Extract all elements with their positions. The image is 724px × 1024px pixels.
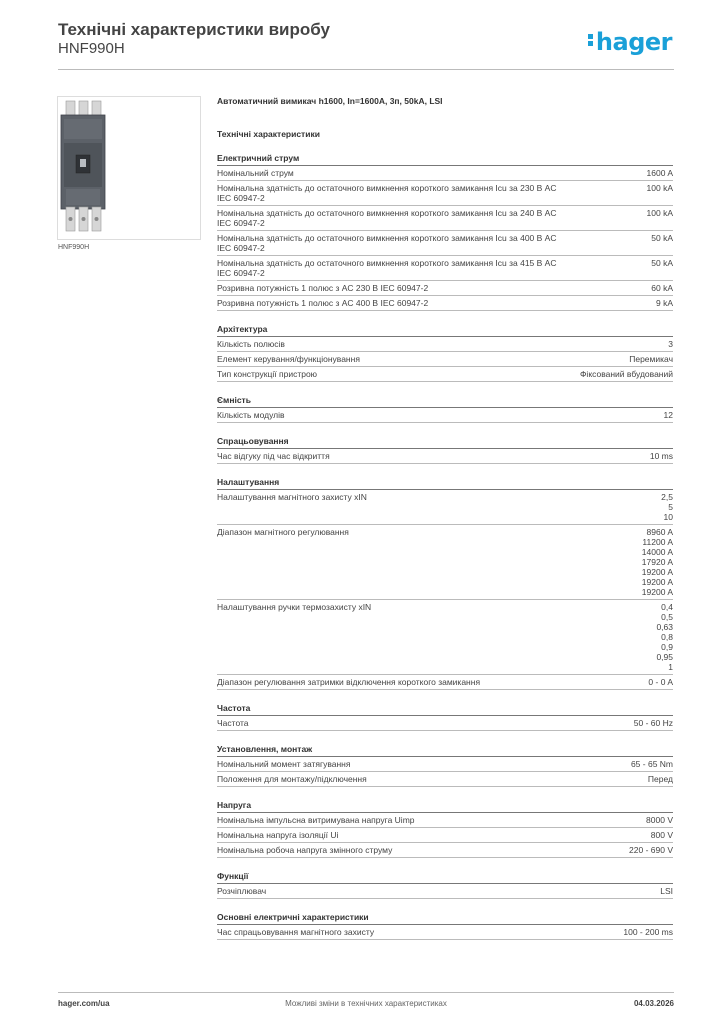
spec-value: 3 bbox=[668, 339, 673, 349]
logo-dots-icon bbox=[588, 32, 595, 48]
spec-value: 9 kA bbox=[655, 298, 673, 308]
spec-row bbox=[217, 716, 673, 731]
spec-label: Елемент керування/функціонування bbox=[217, 354, 360, 364]
spec-row bbox=[217, 256, 673, 281]
logo-text: hager bbox=[595, 28, 672, 56]
group-title: Напруга bbox=[217, 787, 673, 813]
spec-label: Частота bbox=[217, 718, 249, 728]
footer-disclaimer: Можливі зміни в технічних характеристиках bbox=[285, 999, 447, 1008]
spec-label: Налаштування магнітного захисту xIN bbox=[217, 492, 367, 502]
spec-row bbox=[217, 843, 673, 858]
spec-row bbox=[217, 281, 673, 296]
spec-groups bbox=[217, 143, 673, 940]
spec-value: Фіксований вбудований bbox=[579, 369, 673, 379]
spec-value: 0 - 0 A bbox=[648, 677, 673, 687]
spec-label: Положення для монтажу/підключення bbox=[217, 774, 367, 784]
spec-label: Розривна потужність 1 полюс з AC 230 В IEC 60947-2 bbox=[217, 283, 429, 293]
spec-label: Тип конструкції пристрою bbox=[217, 369, 318, 379]
spec-value: 50 kA bbox=[651, 258, 673, 268]
page-title: Технічні характеристики виробу bbox=[58, 20, 330, 39]
spec-value: 50 - 60 Hz bbox=[633, 718, 673, 728]
spec-row bbox=[217, 296, 673, 311]
product-image-label: HNF990H bbox=[58, 244, 90, 251]
spec-label: Налаштування ручки термозахисту xIN bbox=[217, 602, 372, 612]
spec-value: 100 - 200 ms bbox=[623, 927, 673, 937]
page-header bbox=[58, 20, 674, 70]
spec-label: Номінальна здатність до остаточного вимкнення короткого замикання Icu за 230 В AC IEC 60947-2 bbox=[217, 183, 557, 203]
spec-label: Розривна потужність 1 полюс з AC 400 В IEC 60947-2 bbox=[217, 298, 429, 308]
spec-row bbox=[217, 925, 673, 940]
spec-value: 220 - 690 V bbox=[629, 845, 673, 855]
spec-row bbox=[217, 772, 673, 787]
spec-value: 65 - 65 Nm bbox=[630, 759, 673, 769]
group-title: Установлення, монтаж bbox=[217, 731, 673, 757]
spec-label: Номінальна робоча напруга змінного струму bbox=[217, 845, 393, 855]
spec-value: 8960 A 11200 A 14000 A 17920 A 19200 A 19200 A 19200 A bbox=[641, 527, 673, 597]
footer-date: 04.03.2026 bbox=[633, 999, 674, 1008]
hager-logo bbox=[588, 28, 672, 56]
spec-label: Номінальна напруга ізоляції Ui bbox=[217, 830, 339, 840]
spec-label: Час спрацьовування магнітного захисту bbox=[217, 927, 375, 937]
group-title: Електричний струм bbox=[217, 143, 673, 166]
circuit-breaker-icon bbox=[58, 97, 200, 239]
spec-label: Кількість полюсів bbox=[217, 339, 285, 349]
spec-label: Номінальна здатність до остаточного вимкнення короткого замикання Icu за 400 В AC IEC 60947-2 bbox=[217, 233, 557, 253]
spec-label: Номінальна імпульсна витримувана напруга Uimp bbox=[217, 815, 415, 825]
spec-row bbox=[217, 813, 673, 828]
spec-value: Перед bbox=[647, 774, 673, 784]
spec-row bbox=[217, 675, 673, 690]
spec-row bbox=[217, 449, 673, 464]
product-title: Автоматичний вимикач h1600, In=1600A, 3п, 50kA, LSI bbox=[217, 96, 443, 106]
group-title: Архітектура bbox=[217, 311, 673, 337]
page-footer bbox=[58, 992, 674, 1012]
spec-label: Кількість модулів bbox=[217, 410, 285, 420]
spec-value: 100 kA bbox=[646, 183, 673, 193]
spec-value: 60 kA bbox=[651, 283, 673, 293]
spec-label: Номінальний струм bbox=[217, 168, 294, 178]
page-subtitle: HNF990H bbox=[58, 40, 125, 57]
spec-value: 10 ms bbox=[649, 451, 673, 461]
group-title: Налаштування bbox=[217, 464, 673, 490]
spec-value: 12 bbox=[663, 410, 673, 420]
spec-value: 50 kA bbox=[651, 233, 673, 243]
spec-label: Номінальна здатність до остаточного вимкнення короткого замикання Icu за 240 В AC IEC 60947-2 bbox=[217, 208, 557, 228]
spec-row bbox=[217, 337, 673, 352]
spec-value: 0,4 0,5 0,63 0,8 0,9 0,95 1 bbox=[656, 602, 673, 672]
spec-row bbox=[217, 367, 673, 382]
spec-label: Діапазон регулювання затримки відключення короткого замикання bbox=[217, 677, 481, 687]
spec-row bbox=[217, 600, 673, 675]
spec-row bbox=[217, 828, 673, 843]
product-image bbox=[57, 96, 201, 240]
spec-label: Час відгуку під час відкриття bbox=[217, 451, 330, 461]
spec-value: LSI bbox=[660, 886, 673, 896]
spec-row bbox=[217, 181, 673, 206]
spec-label: Розчіплювач bbox=[217, 886, 267, 896]
spec-row bbox=[217, 757, 673, 772]
group-title: Ємність bbox=[217, 382, 673, 408]
group-title: Функції bbox=[217, 858, 673, 884]
group-title: Частота bbox=[217, 690, 673, 716]
spec-value: 2,5 5 10 bbox=[661, 492, 673, 522]
group-title: Спрацьовування bbox=[217, 423, 673, 449]
spec-row bbox=[217, 525, 673, 600]
spec-row bbox=[217, 206, 673, 231]
spec-row bbox=[217, 231, 673, 256]
spec-value: 800 V bbox=[650, 830, 673, 840]
spec-row bbox=[217, 408, 673, 423]
spec-value: 1600 A bbox=[646, 168, 673, 178]
group-title: Основні електричні характеристики bbox=[217, 899, 673, 925]
spec-row bbox=[217, 166, 673, 181]
section-title: Технічні характеристики bbox=[217, 129, 320, 139]
spec-label: Номінальна здатність до остаточного вимкнення короткого замикання Icu за 415 В AC IEC 60947-2 bbox=[217, 258, 557, 278]
spec-row bbox=[217, 490, 673, 525]
spec-row bbox=[217, 352, 673, 367]
spec-row bbox=[217, 884, 673, 899]
spec-label: Діапазон магнітного регулювання bbox=[217, 527, 349, 537]
spec-label: Номінальний момент затягування bbox=[217, 759, 351, 769]
spec-value: Перемикач bbox=[629, 354, 673, 364]
spec-content bbox=[217, 96, 673, 940]
spec-value: 100 kA bbox=[646, 208, 673, 218]
footer-website: hager.com/ua bbox=[58, 999, 110, 1008]
spec-value: 8000 V bbox=[646, 815, 673, 825]
